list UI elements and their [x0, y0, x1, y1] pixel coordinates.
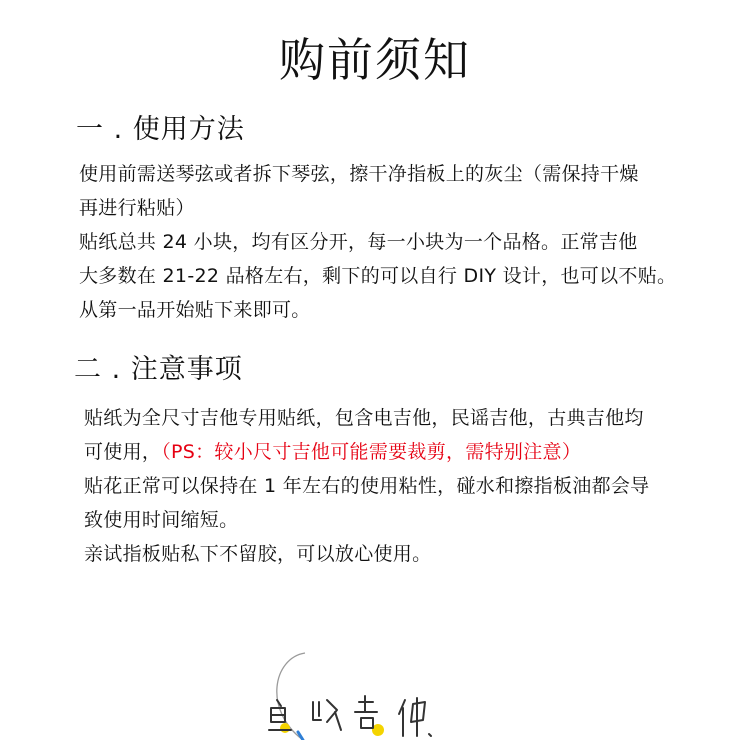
- section-heading-usage: 一 . 使用方法: [76, 114, 245, 145]
- usage-line: 从第一品开始贴下来即可。: [79, 299, 311, 321]
- notes-line-prefix: 可使用，: [84, 441, 162, 463]
- notes-line: 亲试指板贴私下不留胶，可以放心使用。: [84, 543, 432, 565]
- page-title: 购前须知: [279, 33, 471, 87]
- usage-paragraph: [79, 157, 676, 327]
- notes-line: 贴纸为全尺寸吉他专用贴纸，包含电吉他，民谣吉他，古典吉他均: [84, 407, 644, 429]
- notes-line: [84, 435, 649, 469]
- notes-paragraph: [84, 401, 649, 571]
- ps-warning-note: （PS：较小尺寸吉他可能需要裁剪，需特别注意）: [161, 441, 582, 463]
- usage-line: 再进行粘贴）: [79, 197, 195, 219]
- usage-line: 使用前需送琴弦或者拆下琴弦，擦干净指板上的灰尘（需保持干燥: [79, 163, 639, 185]
- section-heading-notes: 二 . 注意事项: [74, 354, 243, 385]
- notes-line: 贴花正常可以保持在 1 年左右的使用粘性，碰水和擦指板油都会导: [84, 475, 650, 497]
- brand-logo: [255, 650, 485, 740]
- usage-line: 贴纸总共 24 小块，均有区分开，每一小块为一个品格。正常吉他: [79, 231, 638, 253]
- notes-line: 致使用时间缩短。: [84, 509, 239, 531]
- usage-line: 大多数在 21-22 品格左右，剩下的可以自行 DIY 设计，也可以不贴。: [79, 265, 677, 287]
